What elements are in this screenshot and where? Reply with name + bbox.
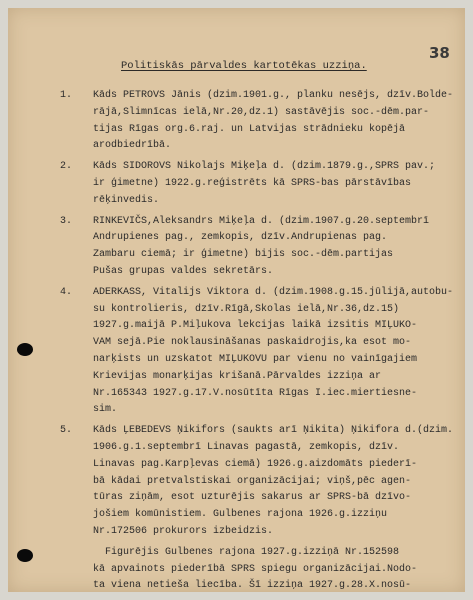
entry-line: VAM sejā.Pie noklausināšanas paskaidrojis,ka esot mo- — [93, 337, 412, 349]
entry-line: Andrupienes pag., zemkopis, dzīv.Andrupienas pag. — [93, 232, 388, 244]
entry-line: tijas Rīgas org.6.raj. un Latvijas strādnieku kopējā — [93, 123, 406, 135]
entry-line: Kāds PETROVS Jānis (dzim.1901.g., planku nesējs, dzīv.Bolde- — [93, 90, 454, 101]
entry-line: ir ģimetne) 1922.g.reģistrēts kā SPRS-bas pārstāvības — [93, 177, 412, 189]
entry-line: RINKEVIČS,Aleksandrs Miķeļa d. (dzim.1907.g.20.septembrī — [93, 215, 430, 227]
entry-number: 3. — [60, 215, 73, 227]
list-item — [53, 214, 465, 281]
entry-line: sim. — [93, 404, 118, 416]
entry-line: 1927.g.maijā P.Miļukova lekcijas laikā izsitis MIĻUKO- — [93, 320, 418, 332]
entry-line: jošiem komūnistiem. Gulbenes rajona 1926.g.izziņu — [93, 509, 388, 521]
entry-line: bā kādai pretvalstiskai organizācijai; viņš,pēc agen- — [93, 475, 412, 487]
entry-line: narķists un uzskatot MIĻUKOVU par vienu no vainīgajiem — [93, 353, 418, 365]
paragraph-line: ta viena netieša liecība. Šī izziņa 1927.g.28.X.nosū- — [93, 580, 412, 592]
entry-line: rājā,Slimnīcas ielā,Nr.20,dz.1) sastāvējis soc.-dēm.par- — [93, 106, 430, 118]
entry-number: 1. — [60, 90, 73, 101]
entry-number: 2. — [60, 161, 73, 173]
entry-line: 1906.g.1.septembrī Linavas pagastā, zemkopis, dzīv. — [93, 441, 400, 453]
entry-number: 5. — [60, 425, 73, 437]
entry-line: tūras ziņām, esot uzturējis sakarus ar SPRS-bā dzīvo- — [93, 492, 412, 504]
document-title: Politiskās pārvaldes kartotēkas uzziņa. — [121, 60, 367, 72]
entry-line: arodbiedrībā. — [93, 140, 172, 152]
entry-line: Nr.165343 1927.g.17.V.nosūtīta Rīgas I.iec.miertiesne- — [93, 387, 418, 399]
list-item — [53, 423, 465, 541]
entry-number: 4. — [60, 286, 73, 298]
list-item — [53, 159, 465, 209]
entry-line: Kāds ĻEBEDEVS Ņikifors (saukts arī Ņikita) Ņikifora d.(dzim. — [93, 425, 454, 437]
continuation-paragraph — [53, 545, 465, 592]
entry-line: su kontrolieris, dzīv.Rīgā,Skolas ielā,Nr.36,dz.15) — [93, 303, 400, 315]
entry-line: Kāds SIDOROVS Nikolajs Miķeļa d. (dzim.1879.g.,SPRS pav.; — [93, 161, 436, 173]
list-item — [53, 88, 465, 155]
punch-hole-bottom — [17, 549, 33, 562]
entry-line: Pušas grupas valdes sekretārs. — [93, 265, 274, 277]
entry-line: Krievijas monarķijas krišanā.Pārvaldes izziņa ar — [93, 370, 382, 382]
entry-line: Nr.172506 prokurors izbeidzis. — [93, 525, 274, 537]
entry-line: Zambaru ciemā; ir ģimetne) bijis soc.-dēm.partijas — [93, 249, 394, 261]
page-number: 38 — [429, 44, 450, 62]
punch-hole-top — [17, 343, 33, 356]
entry-line: Linavas pag.Karpļevas ciemā) 1926.g.aizdomāts piederī- — [93, 458, 418, 470]
list-item — [53, 285, 465, 419]
entry-line: rēķinvedis. — [93, 194, 160, 206]
paragraph-line: kā apvainots piederībā SPRS spiegu organizācijai.Nodo- — [93, 563, 418, 575]
document-page — [8, 8, 465, 592]
paragraph-line: Figurējis Gulbenes rajona 1927.g.izziņā Nr.152598 — [93, 546, 400, 558]
entry-line: ADERKASS, Vitalijs Viktora d. (dzim.1908.g.15.jūlijā,autobu- — [93, 286, 454, 298]
entries-list — [53, 88, 465, 592]
